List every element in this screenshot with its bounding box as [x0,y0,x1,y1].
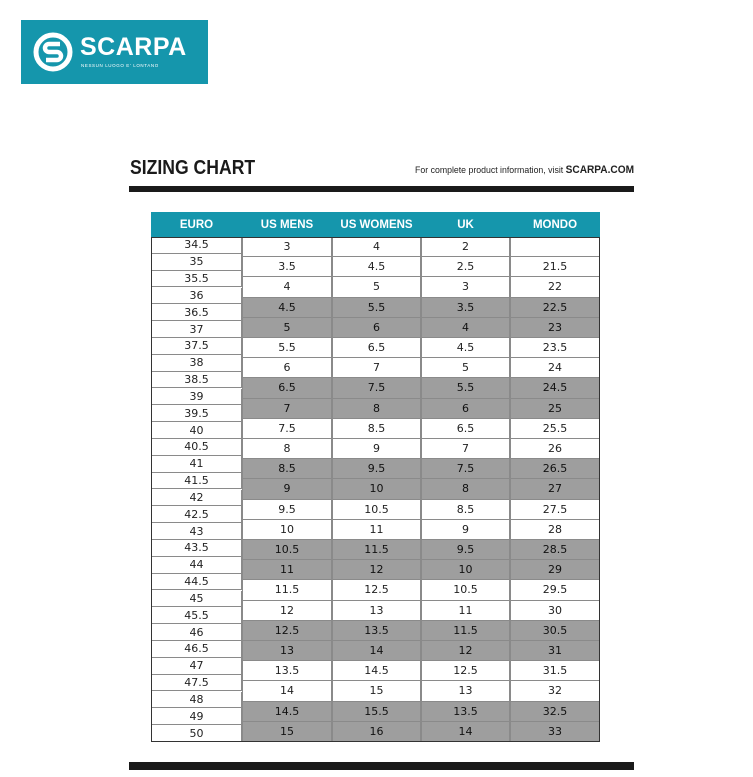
us-mens-size-cell: 11.5 [242,580,332,600]
us-womens-size-cell: 12.5 [332,580,421,600]
us-womens-size-cell: 5 [332,277,421,297]
uk-size-cell: 4.5 [421,338,510,358]
uk-size-cell: 5 [421,358,510,378]
us-mens-size-cell: 4.5 [242,298,332,318]
mondo-size-cell: 23 [510,318,600,338]
us-womens-size-cell: 8.5 [332,419,421,439]
uk-size-cell: 9 [421,520,510,540]
mondo-size-cell: 30 [510,601,600,621]
uk-size-cell: 4 [421,318,510,338]
mondo-size-cell: 25.5 [510,419,600,439]
us-womens-size-cell: 6 [332,318,421,338]
us-mens-size-cell: 4 [242,277,332,297]
us-womens-size-cell: 10.5 [332,500,421,520]
us-mens-size-cell: 13.5 [242,661,332,681]
euro-size-cell: 42 [151,490,242,507]
mondo-size-cell: 21.5 [510,257,600,277]
euro-size-cell: 42.5 [151,506,242,523]
us-mens-size-cell: 8 [242,439,332,459]
us-mens-size-cell: 8.5 [242,459,332,479]
uk-size-cell: 8 [421,479,510,499]
uk-size-cell: 3.5 [421,298,510,318]
mondo-size-cell: 24.5 [510,378,600,398]
uk-size-cell: 9.5 [421,540,510,560]
scarpa-logo [21,20,208,84]
column-header-mondo: MONDO [510,212,600,237]
euro-size-cell: 38 [151,355,242,372]
us-mens-size-cell: 14.5 [242,702,332,722]
mondo-size-cell: 32.5 [510,702,600,722]
euro-size-cell: 35.5 [151,271,242,288]
us-womens-size-cell: 14 [332,641,421,661]
us-womens-size-cell: 9 [332,439,421,459]
us-womens-size-cell: 4.5 [332,257,421,277]
top-divider [129,186,634,192]
sizing-table [151,212,600,744]
uk-size-cell: 10 [421,560,510,580]
euro-size-cell: 41 [151,456,242,473]
column-header-us-mens: US MENS [242,212,332,237]
us-mens-size-cell: 6 [242,358,332,378]
euro-size-cell: 47 [151,658,242,675]
euro-size-cell: 37 [151,321,242,338]
uk-size-cell: 12.5 [421,661,510,681]
mondo-size-cell: 28.5 [510,540,600,560]
uk-size-cell: 14 [421,722,510,742]
us-womens-size-cell: 15.5 [332,702,421,722]
column-header-us-womens: US WOMENS [332,212,421,237]
us-womens-size-cell: 15 [332,681,421,701]
euro-size-cell: 48 [151,692,242,709]
us-mens-size-cell: 10.5 [242,540,332,560]
euro-size-cell: 50 [151,725,242,742]
us-womens-size-cell: 16 [332,722,421,742]
uk-size-cell: 8.5 [421,500,510,520]
scarpa-site-link[interactable]: SCARPA.COM [565,164,634,176]
logo-brand-text: SCARPA [80,33,187,61]
page-title: SIZING CHART [130,157,256,179]
mondo-size-cell: 26.5 [510,459,600,479]
uk-size-cell: 3 [421,277,510,297]
mondo-size-cell: 29.5 [510,580,600,600]
mondo-size-cell: 23.5 [510,338,600,358]
column-header-uk: UK [421,212,510,237]
us-mens-size-cell: 10 [242,520,332,540]
bottom-divider [129,762,634,770]
mondo-size-cell: 31.5 [510,661,600,681]
euro-size-cell: 49 [151,708,242,725]
us-womens-size-cell: 6.5 [332,338,421,358]
euro-size-cell: 39.5 [151,405,242,422]
euro-size-cell: 35 [151,254,242,271]
us-womens-size-cell: 12 [332,560,421,580]
info-prefix: For complete product information, visit [414,165,566,176]
euro-size-cell: 45 [151,591,242,608]
euro-size-cell: 37.5 [151,338,242,355]
mondo-size-cell: 25 [510,399,600,419]
mondo-size-cell: 33 [510,722,600,742]
us-womens-size-cell: 7.5 [332,378,421,398]
mondo-size-cell: 29 [510,560,600,580]
mondo-size-cell: 24 [510,358,600,378]
uk-size-cell: 2 [421,237,510,257]
mondo-size-cell: 26 [510,439,600,459]
euro-size-cell: 47.5 [151,675,242,692]
mondo-size-cell: 28 [510,520,600,540]
uk-size-cell: 10.5 [421,580,510,600]
us-womens-size-cell: 10 [332,479,421,499]
us-mens-size-cell: 6.5 [242,378,332,398]
logo-tagline: NESSUN LUOGO E' LONTANO [81,63,159,68]
euro-size-cell: 43 [151,523,242,540]
euro-size-cell: 40 [151,422,242,439]
euro-size-cell: 46 [151,624,242,641]
mondo-size-cell: 27.5 [510,500,600,520]
us-womens-size-cell: 11 [332,520,421,540]
uk-size-cell: 6.5 [421,419,510,439]
us-mens-size-cell: 7 [242,399,332,419]
mondo-size-cell [510,237,600,257]
us-womens-size-cell: 5.5 [332,298,421,318]
euro-size-cell: 36.5 [151,304,242,321]
us-mens-size-cell: 9 [242,479,332,499]
us-mens-size-cell: 7.5 [242,419,332,439]
euro-size-cell: 44 [151,557,242,574]
uk-size-cell: 2.5 [421,257,510,277]
euro-size-cell: 46.5 [151,641,242,658]
us-mens-size-cell: 9.5 [242,500,332,520]
euro-size-cell: 43.5 [151,540,242,557]
us-mens-size-cell: 12.5 [242,621,332,641]
us-mens-size-cell: 5 [242,318,332,338]
mondo-size-cell: 30.5 [510,621,600,641]
us-womens-size-cell: 14.5 [332,661,421,681]
uk-size-cell: 12 [421,641,510,661]
us-womens-size-cell: 8 [332,399,421,419]
us-mens-size-cell: 5.5 [242,338,332,358]
us-mens-size-cell: 13 [242,641,332,661]
euro-size-cell: 40.5 [151,439,242,456]
us-mens-size-cell: 14 [242,681,332,701]
scarpa-s-icon [33,32,73,72]
uk-size-cell: 5.5 [421,378,510,398]
uk-size-cell: 6 [421,399,510,419]
us-womens-size-cell: 7 [332,358,421,378]
us-mens-size-cell: 3 [242,237,332,257]
mondo-size-cell: 22 [510,277,600,297]
mondo-size-cell: 31 [510,641,600,661]
euro-size-cell: 41.5 [151,473,242,490]
us-womens-size-cell: 9.5 [332,459,421,479]
us-womens-size-cell: 11.5 [332,540,421,560]
uk-size-cell: 11.5 [421,621,510,641]
euro-size-cell: 39 [151,389,242,406]
mondo-size-cell: 27 [510,479,600,499]
uk-size-cell: 11 [421,601,510,621]
euro-size-cell: 38.5 [151,372,242,389]
us-mens-size-cell: 11 [242,560,332,580]
uk-size-cell: 7.5 [421,459,510,479]
us-womens-size-cell: 13.5 [332,621,421,641]
uk-size-cell: 13.5 [421,702,510,722]
euro-size-cell: 45.5 [151,607,242,624]
us-mens-size-cell: 3.5 [242,257,332,277]
mondo-size-cell: 22.5 [510,298,600,318]
euro-size-cell: 36 [151,288,242,305]
us-womens-size-cell: 4 [332,237,421,257]
euro-size-cell: 44.5 [151,574,242,591]
us-mens-size-cell: 15 [242,722,332,742]
product-info-note [415,164,634,176]
euro-size-cell: 34.5 [151,237,242,254]
us-mens-size-cell: 12 [242,601,332,621]
uk-size-cell: 13 [421,681,510,701]
mondo-size-cell: 32 [510,681,600,701]
column-header-euro: EURO [151,212,242,237]
us-womens-size-cell: 13 [332,601,421,621]
uk-size-cell: 7 [421,439,510,459]
